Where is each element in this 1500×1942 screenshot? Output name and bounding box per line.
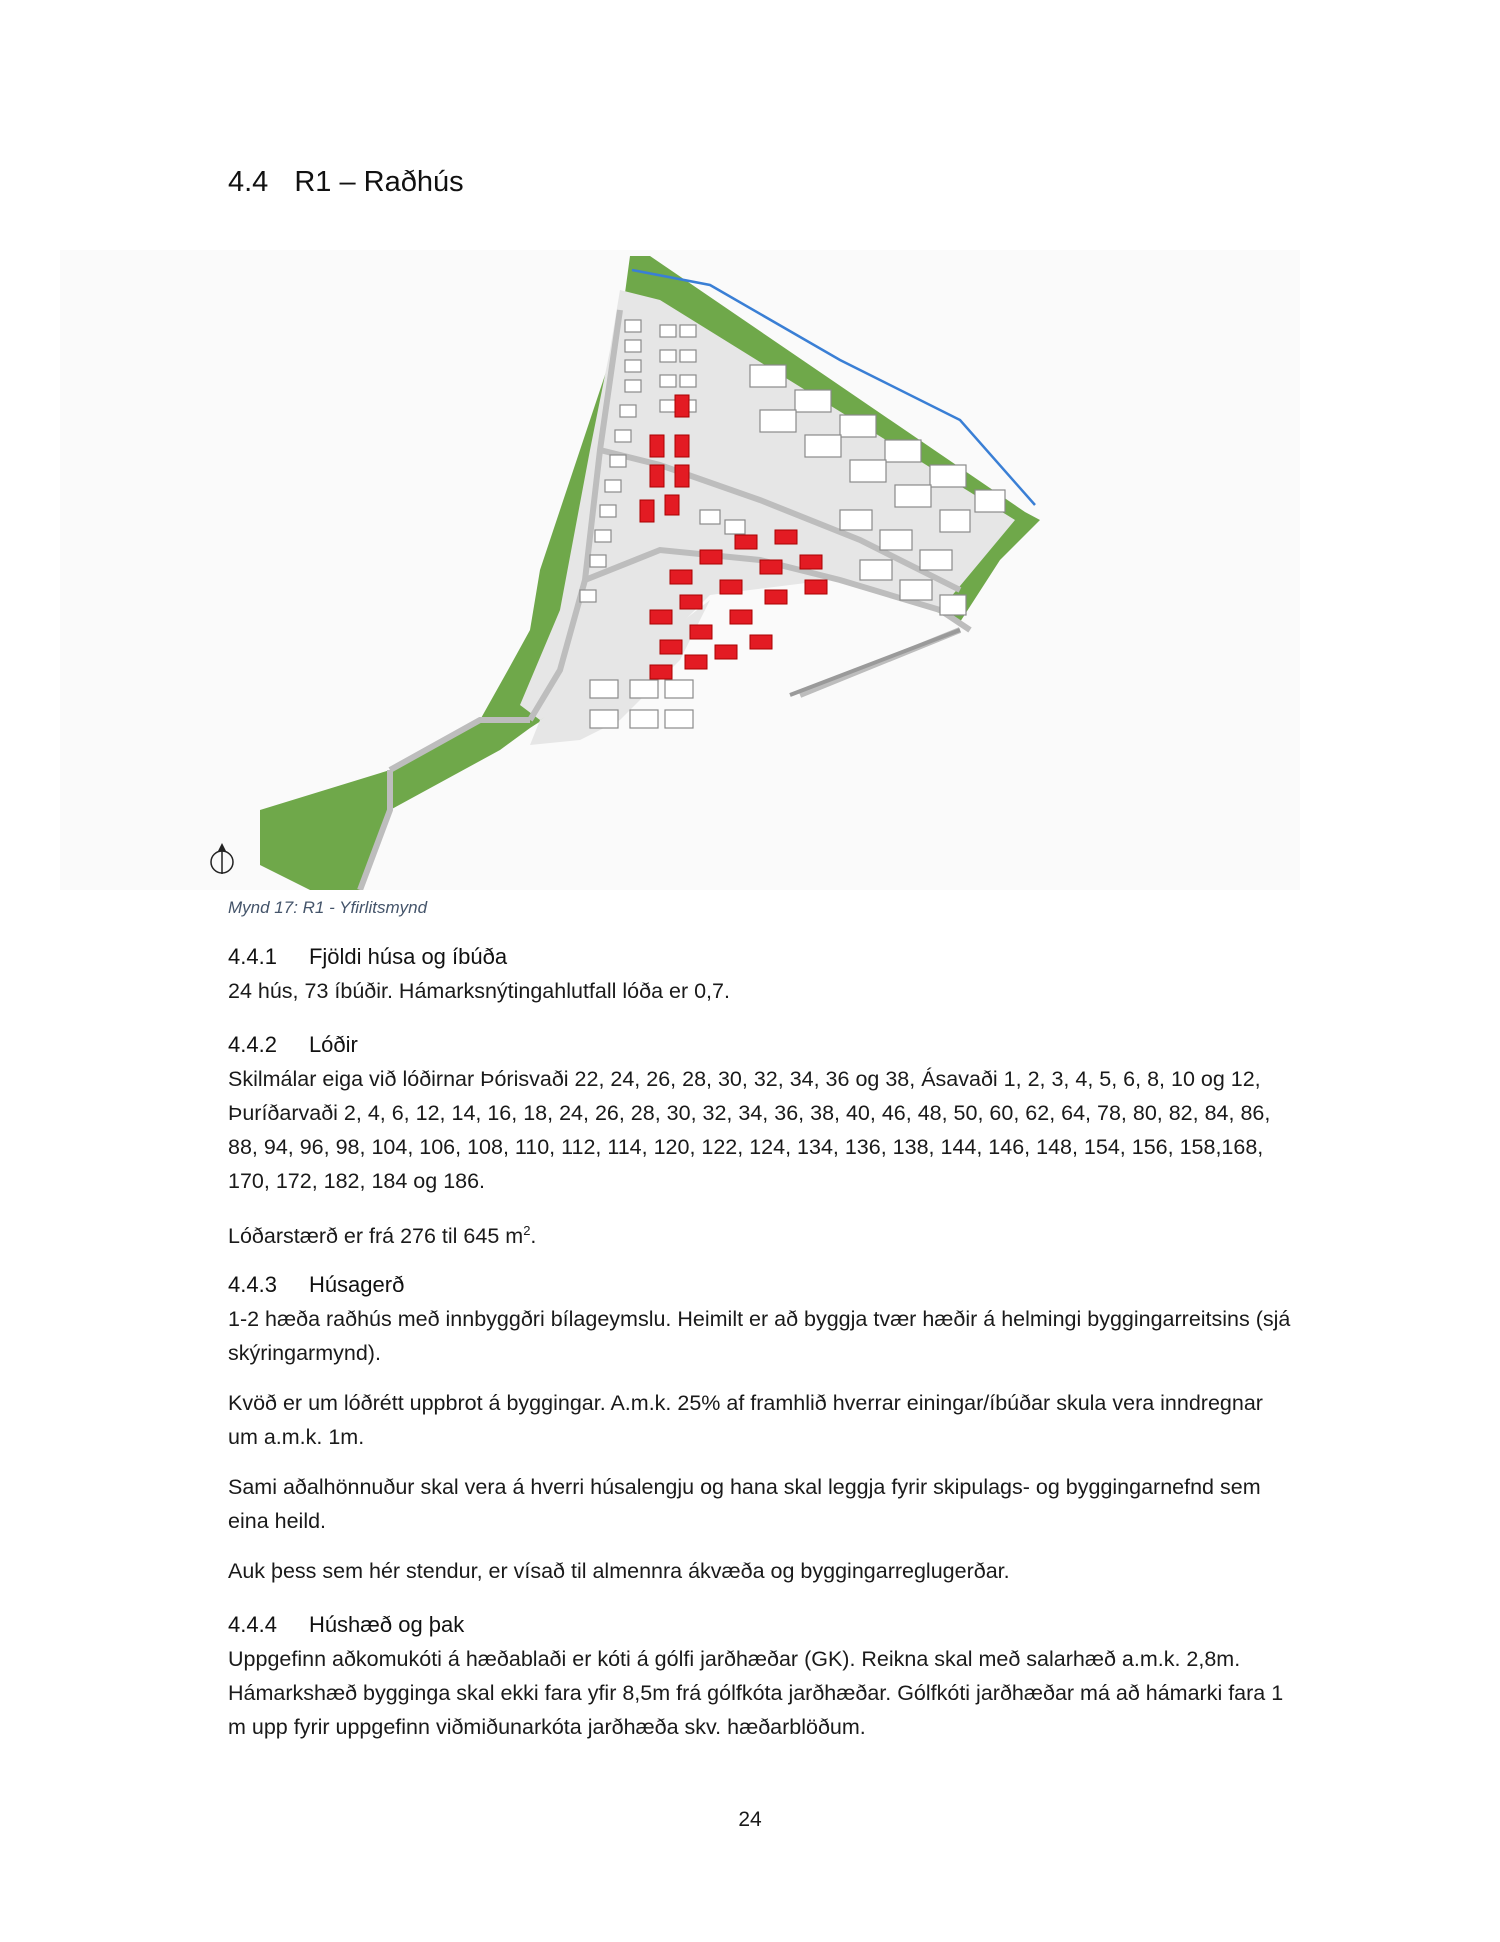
subsection-number: 4.4.3 <box>228 1272 277 1297</box>
paragraph: Uppgefinn aðkomukóti á hæðablaði er kóti á gólfi jarðhæðar (GK). Reikna skal með salarhæð a.m.k. 2,8m. Hámarkshæð bygginga skal ekki fara yfir 8,5m frá gólfkóta jarðhæðar. Gólfkóti jarðhæðar má að hámarki fara 1 m upp fyrir uppgefinn viðmiðunarkóta jarðhæða skv. hæðarblöðum. <box>228 1647 1284 1739</box>
subsection-title: Fjöldi húsa og íbúða <box>308 944 508 969</box>
subsection-heading <box>228 944 507 970</box>
subsection-title: Húsagerð <box>308 1272 405 1297</box>
subsection-heading <box>228 1612 464 1638</box>
section-heading-title: R1 – Raðhús <box>294 166 464 198</box>
paragraph: Kvöð er um lóðrétt uppbrot á byggingar. A.m.k. 25% af framhlið hverrar einingar/íbúðar skula vera inndregnar um a.m.k. 1m. <box>228 1391 1263 1449</box>
plot-size-text: Lóðarstærð er frá 276 til 645 m <box>228 1224 524 1249</box>
paragraph: 1-2 hæða raðhús með innbyggðri bílageymslu. Heimilt er að byggja tvær hæðir á helmingi byggingarreitsins (sjá skýringarmynd). <box>228 1307 1291 1365</box>
superscript: 2 <box>523 1223 531 1238</box>
paragraph: Auk þess sem hér stendur, er vísað til almennra ákvæða og byggingarreglugerðar. <box>228 1559 1010 1583</box>
paragraph: Sami aðalhönnuður skal vera á hverri húsalengju og hana skal leggja fyrir skipulags- og byggingarnefnd sem eina heild. <box>228 1475 1261 1533</box>
subsection-title: Húshæð og þak <box>308 1612 465 1637</box>
figure-caption: Mynd 17: R1 - Yfirlitsmynd <box>228 898 428 917</box>
subsection-title: Lóðir <box>308 1032 358 1057</box>
subsection-number: 4.4.1 <box>228 944 277 969</box>
page-number: 24 <box>738 1808 762 1831</box>
section-heading <box>228 166 464 199</box>
subsection-heading <box>228 1272 404 1298</box>
paragraph: Skilmálar eiga við lóðirnar Þórisvaði 22, 24, 26, 28, 30, 32, 34, 36 og 38, Ásavaði 1, 2, 3, 4, 5, 6, 8, 10 og 12, Þuríðarvaði 2, 4, 6, 12, 14, 16, 18, 24, 26, 28, 30, 32, 34, 36, 38, 40, 46, 48, 50, 60, 62, 64, 78, 80, 82, 84, 86, 88, 94, 96, 98, 104, 106, 108, 110, 112, 114, 120, 122, 124, 134, 136, 138, 144, 146, 148, 154, 156, 158,168, 170, 172, 182, 184 og 186. <box>228 1067 1271 1193</box>
paragraph-plot-size <box>228 1214 1298 1253</box>
site-plan-figure <box>60 250 1300 890</box>
period: . <box>530 1224 537 1249</box>
section-heading-number: 4.4 <box>228 166 269 198</box>
subsection-number: 4.4.2 <box>228 1032 277 1057</box>
site-plan-map <box>60 250 1300 890</box>
subsection-heading <box>228 1032 358 1058</box>
subsection-number: 4.4.4 <box>228 1612 277 1637</box>
paragraph: 24 hús, 73 íbúðir. Hámarksnýtingahlutfall lóða er 0,7. <box>228 979 730 1003</box>
